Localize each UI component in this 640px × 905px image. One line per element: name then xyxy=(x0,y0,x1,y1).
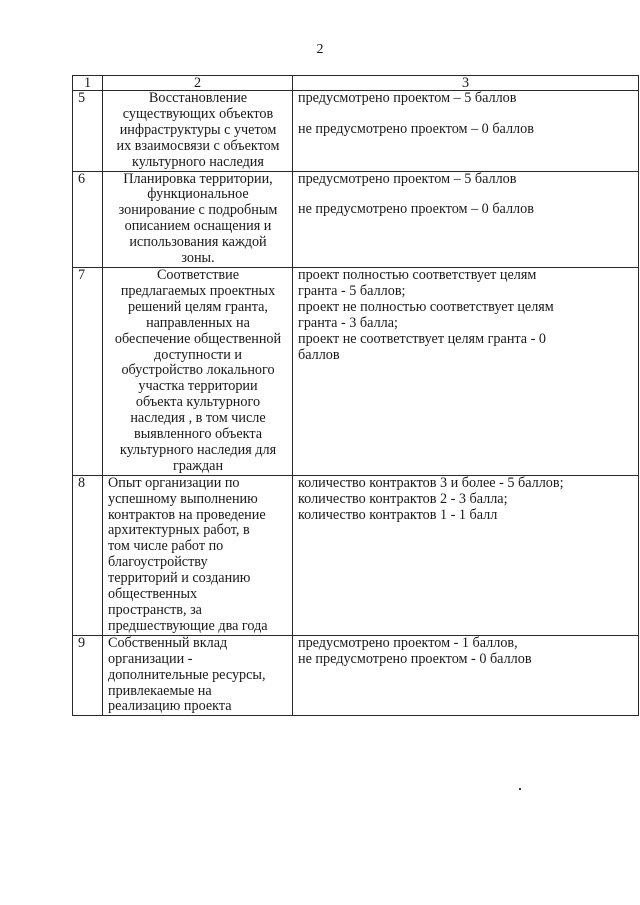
scoring-line: количество контрактов 1 - 1 балл xyxy=(298,506,498,523)
criterion-line: Планировка территории, xyxy=(123,170,273,187)
criterion-line: благоустройству xyxy=(108,554,208,571)
row-number: 9 xyxy=(73,635,103,716)
criterion-line: территорий и созданию xyxy=(108,570,251,587)
scoring-cell xyxy=(293,475,639,635)
table-row xyxy=(73,635,639,716)
table-row xyxy=(73,267,639,475)
table-row xyxy=(73,91,639,172)
criterion-line: функциональное xyxy=(147,186,249,203)
scoring-line: количество контрактов 2 - 3 балла; xyxy=(298,490,508,507)
criterion-line: направленных на xyxy=(146,314,250,331)
criterion-cell xyxy=(103,91,293,172)
criterion-line: их взаимосвязи с объектом xyxy=(116,137,280,154)
criterion-line: пространств, за xyxy=(108,602,202,618)
scoring-cell xyxy=(293,635,639,716)
stray-dot xyxy=(519,788,521,790)
criteria-table xyxy=(72,75,639,716)
criterion-line: Опыт организации по xyxy=(108,474,240,491)
criterion-line: описанием оснащения и xyxy=(124,218,272,235)
criterion-cell xyxy=(103,267,293,475)
criterion-line: предшествующие два года xyxy=(108,617,268,634)
criterion-line: дополнительные ресурсы, xyxy=(108,666,266,683)
header-col-1: 1 xyxy=(73,76,103,91)
scoring-line: проект полностью соответствует целям xyxy=(298,266,537,283)
criterion-line: объекта культурного xyxy=(135,394,261,411)
criterion-line: наследия , в том числе xyxy=(130,410,266,427)
criterion-line: том числе работ по xyxy=(108,538,224,555)
criterion-line: использования каждой xyxy=(129,234,267,251)
row-number: 7 xyxy=(73,267,103,475)
scoring-line: предусмотрено проектом - 1 баллов, xyxy=(298,634,518,651)
header-col-3: 3 xyxy=(293,76,639,91)
criterion-line: участка территории xyxy=(138,378,258,395)
table-row xyxy=(73,171,639,267)
criterion-line: выявленного объекта xyxy=(134,426,262,443)
criterion-line: Соответствие xyxy=(156,266,240,283)
criterion-line: доступности и xyxy=(154,346,242,363)
criterion-line: Собственный вклад xyxy=(108,634,228,651)
criterion-line: организации - xyxy=(108,650,193,667)
scoring-line xyxy=(298,187,634,202)
criterion-line: контрактов на проведение xyxy=(108,506,266,523)
scoring-line: предусмотрено проектом – 5 баллов xyxy=(298,90,517,106)
scoring-line: проект не соответствует целям гранта - 0 xyxy=(298,330,546,347)
criterion-line: обустройство локального xyxy=(121,362,275,379)
criterion-line: архитектурных работ, в xyxy=(108,522,250,539)
criterion-cell xyxy=(103,475,293,635)
row-number: 8 xyxy=(73,475,103,635)
scoring-line: гранта - 3 балла; xyxy=(298,314,398,331)
criterion-line: инфраструктуры с учетом xyxy=(119,121,277,138)
criterion-line: существующих объектов xyxy=(122,105,274,122)
scoring-cell xyxy=(293,171,639,267)
criterion-line: успешному выполнению xyxy=(108,490,258,507)
page-number: 2 xyxy=(316,42,324,57)
scoring-line: проект не полностью соответствует целям xyxy=(298,298,554,315)
criterion-line: культурного наследия xyxy=(132,153,264,170)
criterion-cell xyxy=(103,635,293,716)
scoring-cell xyxy=(293,267,639,475)
criterion-line: привлекаемые на xyxy=(108,682,212,699)
scoring-line: предусмотрено проектом – 5 баллов xyxy=(298,170,517,187)
criterion-cell xyxy=(103,171,293,267)
criterion-line: общественных xyxy=(108,586,198,603)
criterion-line: культурного наследия для xyxy=(119,441,277,458)
criterion-line: решений целям гранта, xyxy=(128,298,268,315)
scoring-line: количество контрактов 3 и более - 5 баллов; xyxy=(298,474,564,491)
scoring-line: баллов xyxy=(298,346,340,363)
criterion-line: обеспечение общественной xyxy=(114,330,282,347)
header-col-2: 2 xyxy=(103,76,293,91)
row-number: 6 xyxy=(73,171,103,267)
criterion-line: реализацию проекта xyxy=(108,698,232,715)
scoring-cell xyxy=(293,91,639,172)
scoring-line: не предусмотрено проектом – 0 баллов xyxy=(298,120,534,137)
criterion-line: Восстановление xyxy=(148,90,248,106)
criterion-line: зонирование с подробным xyxy=(118,202,278,219)
scoring-line: гранта - 5 баллов; xyxy=(298,282,406,299)
criterion-line: предлагаемых проектных xyxy=(120,282,276,299)
scoring-line: не предусмотрено проектом – 0 баллов xyxy=(298,201,534,218)
row-number: 5 xyxy=(73,91,103,172)
table-row xyxy=(73,475,639,635)
scoring-line xyxy=(298,107,634,122)
criterion-line: граждан xyxy=(172,457,224,474)
scoring-line: не предусмотрено проектом - 0 баллов xyxy=(298,650,532,667)
table-header-row xyxy=(73,76,639,91)
criterion-line: зоны. xyxy=(181,250,215,267)
